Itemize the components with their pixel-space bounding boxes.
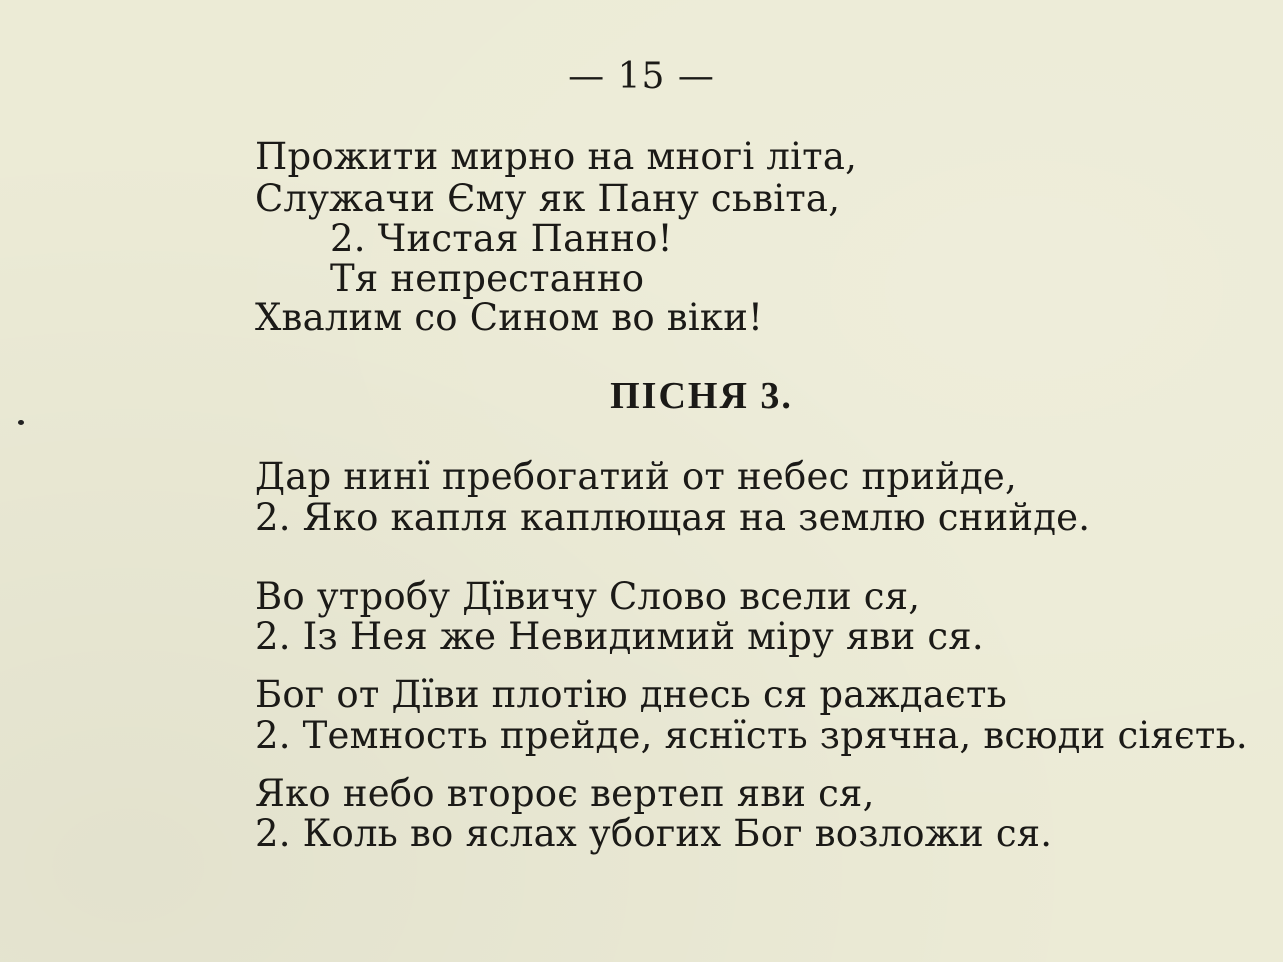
ink-speck bbox=[18, 420, 24, 425]
verse-line: Хвалим со Сином во віки! bbox=[255, 296, 764, 339]
verse-line: Тя непрестанно bbox=[330, 257, 645, 300]
verse-line: Служачи Єму як Пану сьвіта, bbox=[255, 177, 841, 220]
verse-line: Прожити мирно на многі літа, bbox=[255, 135, 858, 178]
verse-line: 2. Яко капля каплющая на землю снийде. bbox=[255, 496, 1091, 539]
verse-line: 2. Із Нея же Невидимий міру яви ся. bbox=[255, 615, 984, 658]
verse-line: 2. Чистая Панно! bbox=[330, 217, 673, 260]
song-title: ПІСНЯ 3. bbox=[610, 375, 793, 417]
page-number: — 15 — bbox=[568, 56, 715, 97]
verse-line: Во утробу Дївичу Слово всели ся, bbox=[255, 575, 921, 618]
verse-line: 2. Коль во яслах убогих Бог возложи ся. bbox=[255, 812, 1053, 855]
verse-line: Дар нинї пребогатий от небес прийде, bbox=[255, 455, 1017, 498]
verse-line: Яко небо второє вертеп яви ся, bbox=[255, 772, 875, 815]
verse-line: Бог от Дїви плотію днесь ся раждаєть bbox=[255, 673, 1007, 716]
verse-line: 2. Темность прейде, яснїсть зрячна, всюди сіяєть. bbox=[255, 714, 1248, 757]
